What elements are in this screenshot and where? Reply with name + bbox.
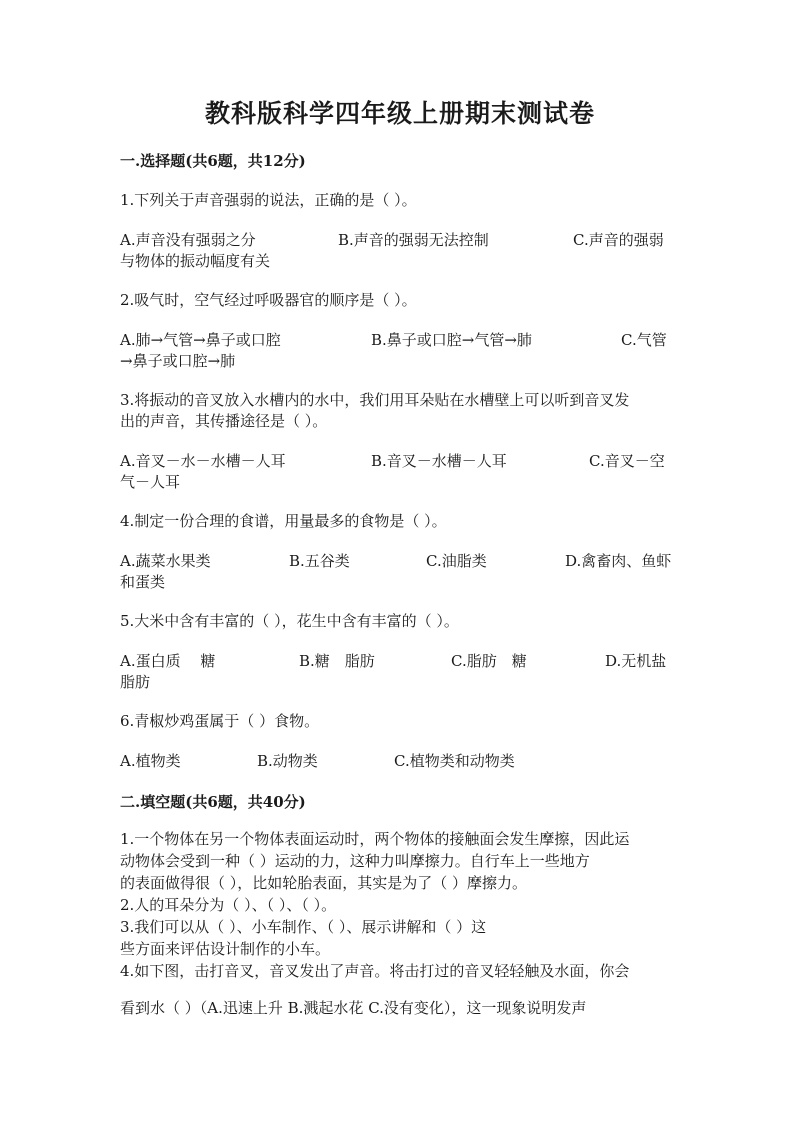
question-4-option-b: B.五谷类 bbox=[289, 552, 350, 570]
question-6-stem: 6.青椒炒鸡蛋属于（ ）食物。 bbox=[120, 712, 320, 730]
section-heading-fill-in: 二.填空题(共6题，共40分) bbox=[120, 793, 306, 811]
question-1-option-c: C.声音的强弱 bbox=[573, 231, 664, 249]
question-6-option-b: B.动物类 bbox=[257, 752, 318, 770]
fill-question-3 bbox=[120, 916, 680, 960]
question-1-stem: 1.下列关于声音强弱的说法，正确的是（ ）。 bbox=[120, 191, 417, 209]
fill-question-1 bbox=[120, 828, 680, 894]
question-2-option-continuation: →鼻子或口腔→肺 bbox=[120, 352, 236, 370]
question-1-option-continuation: 与物体的振动幅度有关 bbox=[120, 252, 271, 270]
question-5-option-continuation: 脂肪 bbox=[120, 673, 151, 691]
question-1-option-b: B.声音的强弱无法控制 bbox=[338, 231, 489, 249]
fill-question-4-line-1: 4.如下图，击打音叉，音叉发出了声音。将击打过的音叉轻轻触及水面，你会 bbox=[120, 962, 630, 980]
fill-question-3-line-1: 3.我们可以从（ ）、小车制作、（ ）、展示讲解和（ ）这 bbox=[120, 918, 487, 936]
fill-question-4-line-2: 看到水（ ）（A.迅速上升 B.溅起水花 C.没有变化），这一现象说明发声 bbox=[120, 999, 587, 1017]
fill-question-2: 2.人的耳朵分为（ ）、（ ）、（ ）。 bbox=[120, 896, 337, 914]
question-2-option-a: A.肺→气管→鼻子或口腔 bbox=[120, 331, 281, 349]
question-3-option-b: B.音叉－水槽－人耳 bbox=[371, 452, 507, 470]
question-2-stem: 2.吸气时，空气经过呼吸器官的顺序是（ ）。 bbox=[120, 291, 417, 309]
question-6-option-c: C.植物类和动物类 bbox=[394, 752, 515, 770]
question-4-stem: 4.制定一份合理的食谱，用量最多的食物是（ ）。 bbox=[120, 512, 447, 530]
question-5-option-c: C.脂肪 糖 bbox=[451, 652, 527, 670]
question-2-option-c: C.气管 bbox=[621, 331, 667, 349]
question-5-option-b: B.糖 脂肪 bbox=[299, 652, 375, 670]
fill-question-1-line-1: 1.一个物体在另一个物体表面运动时，两个物体的接触面会发生摩擦，因此运 bbox=[120, 830, 630, 848]
question-3-option-continuation: 气－人耳 bbox=[120, 473, 181, 491]
question-4-option-continuation: 和蛋类 bbox=[120, 573, 166, 591]
fill-question-3-line-2: 些方面来评估设计制作的小车。 bbox=[120, 940, 331, 958]
question-6-option-a: A.植物类 bbox=[120, 752, 181, 770]
question-5-option-a: A.蛋白质 糖 bbox=[120, 652, 216, 670]
question-3-option-a: A.音叉－水－水槽－人耳 bbox=[120, 452, 286, 470]
question-4-option-c: C.油脂类 bbox=[426, 552, 487, 570]
fill-question-1-line-3: 的表面做得很（ ），比如轮胎表面，其实是为了（ ）摩擦力。 bbox=[120, 874, 528, 892]
question-2-option-b: B.鼻子或口腔→气管→肺 bbox=[371, 331, 532, 349]
question-3-stem-line-2: 出的声音，其传播途径是（ ）。 bbox=[120, 412, 328, 430]
fill-question-1-line-2: 动物体会受到一种（ ）运动的力，这种力叫摩擦力。自行车上一些地方 bbox=[120, 852, 590, 870]
question-5-stem: 5.大米中含有丰富的（ ），花生中含有丰富的（ ）。 bbox=[120, 612, 459, 630]
question-3-stem-line-1: 3.将振动的音叉放入水槽内的水中，我们用耳朵贴在水槽壁上可以听到音叉发 bbox=[120, 391, 630, 409]
question-1-option-a: A.声音没有强弱之分 bbox=[120, 231, 256, 249]
section-heading-choice: 一.选择题(共6题，共12分) bbox=[120, 152, 306, 170]
question-4-option-d: D.禽畜肉、鱼虾 bbox=[565, 552, 672, 570]
question-3-option-c: C.音叉－空 bbox=[589, 452, 665, 470]
question-4-option-a: A.蔬菜水果类 bbox=[120, 552, 211, 570]
question-5-option-d: D.无机盐 bbox=[605, 652, 667, 670]
page-title: 教科版科学四年级上册期末测试卷 bbox=[204, 99, 595, 128]
